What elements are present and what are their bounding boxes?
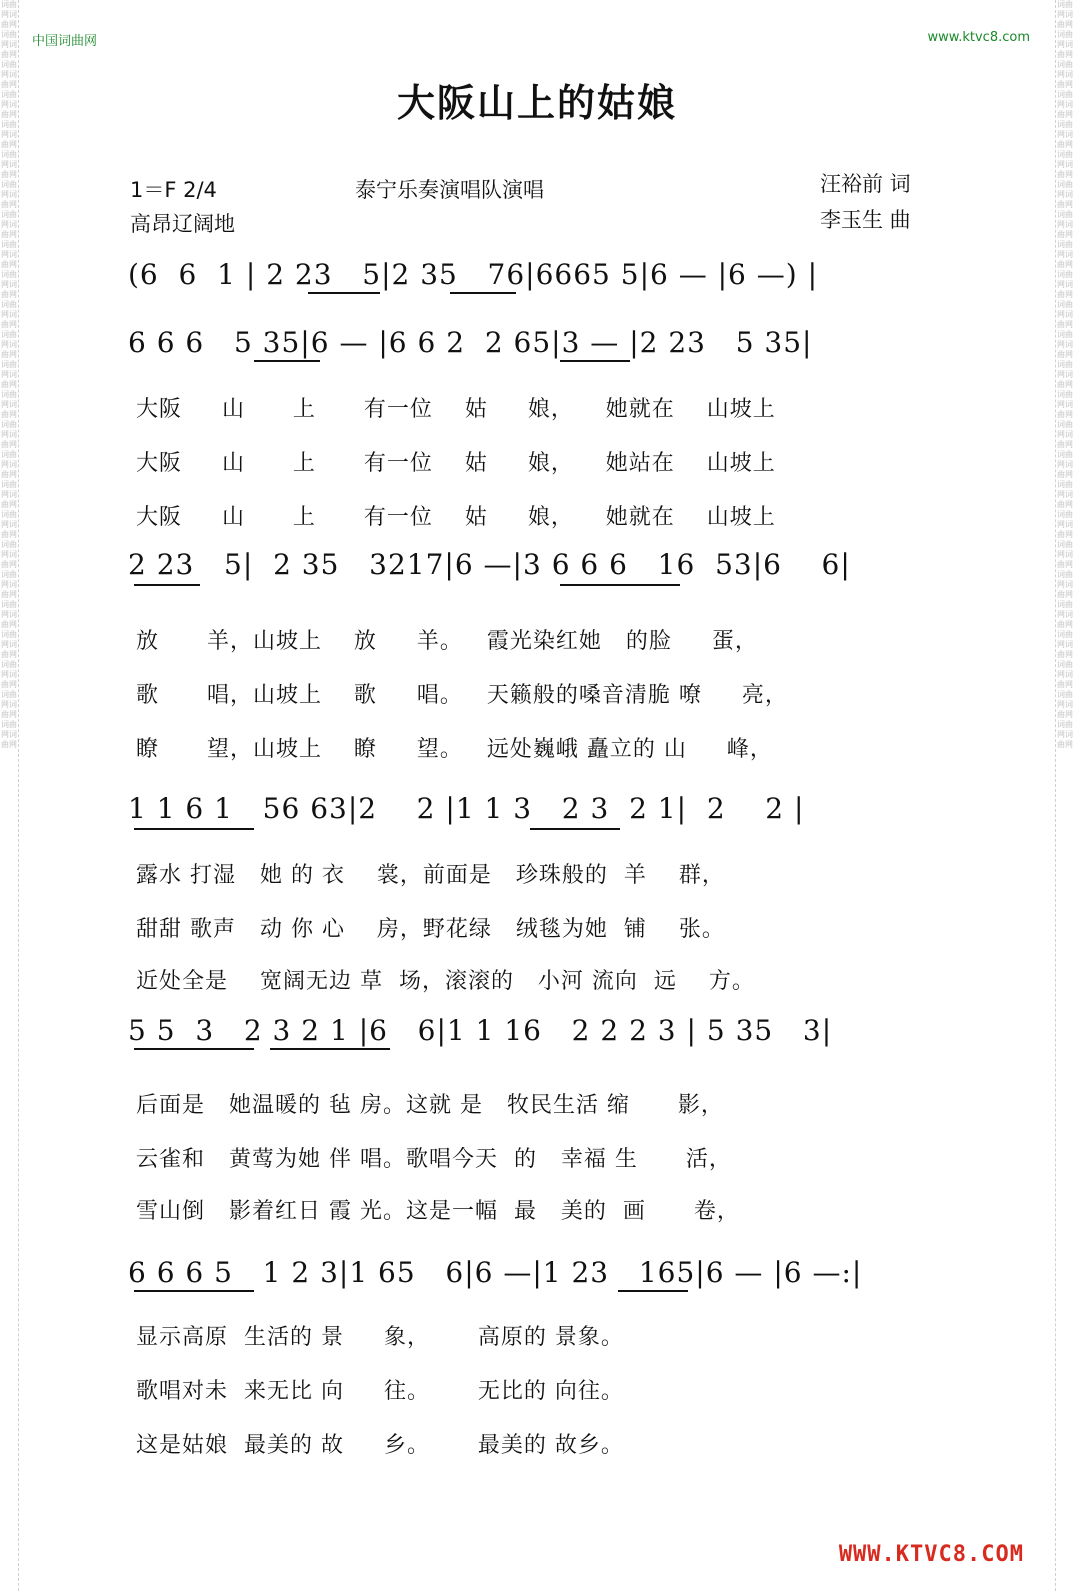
note-underline	[560, 584, 680, 586]
lyric-line-4-verse-1: 后面是 她温暖的 毡 房。这就 是 牧民生活 缩 影，	[136, 1093, 724, 1118]
note-underline	[134, 1048, 254, 1050]
lyric-line-4-verse-2: 云雀和 黄莺为她 伴 唱。歌唱今天 的 幸福 生 活，	[136, 1147, 732, 1172]
left-watermark-strip: 词曲网词曲网词曲网词曲网词曲网词曲网词曲网词曲网词曲网词曲网词曲网词曲网词曲网词曲网词曲网词曲网词曲网词曲网词曲网词曲网词曲网词曲网词曲网词曲网词曲网词曲网词曲网词曲网词曲网词曲网词曲网词曲网词曲网词曲网词曲网词曲网词曲网词曲网词曲网词曲网词曲网词曲网词曲网词曲网词曲网词曲网词曲网词曲网词曲网词曲网	[0, 0, 19, 1591]
note-underline	[450, 292, 516, 294]
notation-line-1: 6 6 6 5 35|6 — |6 6 2 2 65|3 — |2 23 5 35|	[128, 326, 813, 359]
note-underline	[254, 360, 320, 362]
note-underline	[530, 828, 620, 830]
right-watermark-strip: 词曲网词曲网词曲网词曲网词曲网词曲网词曲网词曲网词曲网词曲网词曲网词曲网词曲网词曲网词曲网词曲网词曲网词曲网词曲网词曲网词曲网词曲网词曲网词曲网词曲网词曲网词曲网词曲网词曲网词曲网词曲网词曲网词曲网词曲网词曲网词曲网词曲网词曲网词曲网词曲网词曲网词曲网词曲网词曲网词曲网词曲网词曲网词曲网词曲网词曲网	[1055, 0, 1074, 1591]
notation-line-5: 6 6 6 5 1 2 3|1 65 6|6 —|1 23 165|6 — |6 —:|	[128, 1256, 863, 1289]
lyric-line-2-verse-2: 歌 唱，山坡上 歌 唱。 天籁般的嗓音清脆 嘹 亮，	[136, 683, 788, 708]
note-underline	[618, 1290, 688, 1292]
lyric-line-5-verse-3: 这是姑娘 最美的 故 乡。 最美的 故乡。	[136, 1433, 624, 1458]
composer-credit: 李玉生 曲	[820, 208, 911, 232]
note-underline	[270, 1048, 390, 1050]
notation-line-3: 1 1 6 1 56 63|2 2 |1 1 3 2 3 2 1| 2 2 |	[128, 792, 805, 825]
lyric-line-2-verse-1: 放 羊，山坡上 放 羊。 霞光染红她 的脸 蛋，	[136, 629, 758, 654]
performer-credit: 泰宁乐奏演唱队演唱	[355, 178, 544, 202]
lyric-line-2-verse-3: 瞭 望，山坡上 瞭 望。 远处巍峨 矗立的 山 峰，	[136, 737, 773, 762]
song-title: 大阪山上的姑娘	[396, 80, 677, 125]
lyric-line-5-verse-1: 显示高原 生活的 景 象， 高原的 景象。	[136, 1325, 624, 1350]
note-underline	[308, 292, 380, 294]
lyricist-credit: 汪裕前 词	[820, 172, 911, 196]
notation-line-2: 2 23 5| 2 35 3217|6 —|3 6 6 6 16 53|6 6|	[128, 548, 851, 581]
lyric-line-3-verse-1: 露水 打湿 她 的 衣 裳，前面是 珍珠般的 羊 群，	[136, 863, 725, 888]
note-underline	[134, 1290, 254, 1292]
lyric-line-3-verse-3: 近处全是 宽阔无边 草 场，滚滚的 小河 流向 远 方。	[136, 969, 755, 994]
lyric-line-5-verse-2: 歌唱对未 来无比 向 往。 无比的 向往。	[136, 1379, 624, 1404]
lyric-line-1-verse-3: 大阪 山 上 有一位 姑 娘， 她就在 山坡上	[136, 505, 776, 530]
notation-line-4: 5 5 3 2 3 2 1 |6 6|1 1 16 2 2 2 3 | 5 35 3|	[128, 1014, 833, 1047]
lyric-line-1-verse-1: 大阪 山 上 有一位 姑 娘， 她就在 山坡上	[136, 397, 776, 422]
note-underline	[134, 828, 254, 830]
lyric-line-3-verse-2: 甜甜 歌声 动 你 心 房，野花绿 绒毯为她 铺 张。	[136, 917, 725, 942]
key-time-signature: 1＝F 2/4	[130, 178, 217, 202]
lyric-line-1-verse-2: 大阪 山 上 有一位 姑 娘， 她站在 山坡上	[136, 451, 776, 476]
lyric-line-4-verse-3: 雪山倒 影着红日 霞 光。这是一幅 最 美的 画 卷，	[136, 1199, 740, 1224]
site-logo-watermark: WWW.KTVC8.COM	[838, 1542, 1024, 1567]
performance-style: 高昂辽阔地	[130, 212, 235, 236]
site-name-top-left[interactable]: 中国词曲网	[32, 34, 98, 49]
site-url-top-right[interactable]: www.ktvc8.com	[927, 30, 1030, 45]
notation-line-intro: (6 6 1 | 2 23 5|2 35 76|6665 5|6 — |6 —) |	[128, 258, 819, 291]
note-underline	[560, 360, 630, 362]
note-underline	[134, 584, 200, 586]
